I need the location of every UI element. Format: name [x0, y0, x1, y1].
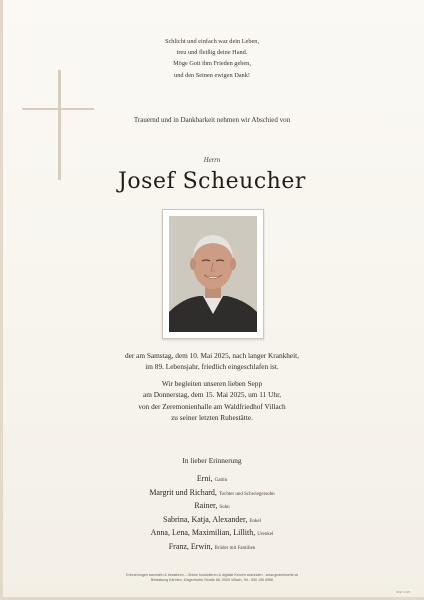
cross-horizontal-bar	[22, 108, 94, 110]
mourner-entry	[0, 500, 424, 514]
salutation: Herrn	[203, 157, 221, 164]
mourner-relation: Enkel	[249, 518, 261, 524]
memory-title: In lieber Erinnerung	[182, 456, 242, 465]
reference-code: 8197-V-25	[396, 590, 410, 594]
mourner-names: Sabrina, Katja, Alexander,	[163, 514, 248, 524]
funeral-notice-line: Wir begleiten unseren lieben Sepp	[161, 379, 263, 388]
mourner-entry	[0, 527, 424, 541]
mourner-names: Anna, Lena, Maximilian, Lillith,	[150, 528, 256, 538]
verse-line: Schlicht und einfach war dein Leben,	[164, 38, 260, 45]
funeral-notice-line: zu seiner letzten Ruhestätte.	[171, 412, 253, 422]
mourner-names: Franz, Erwin,	[168, 541, 213, 551]
deceased-name: Josef Scheucher	[118, 169, 306, 194]
intro-text: Trauernd und in Dankbarkeit nehmen wir Abschied von	[133, 116, 291, 124]
death-notice	[0, 350, 424, 373]
mourner-entry	[0, 514, 424, 528]
verse-line: treu und fleißig deine Hand.	[176, 49, 248, 57]
portrait-frame	[162, 209, 264, 339]
portrait-photo	[169, 216, 257, 332]
mourners-list	[0, 473, 424, 555]
death-notice-line: im 89. Lebensjahr, friedlich eingeschlafen ist.	[145, 362, 279, 372]
mourner-relation: Sohn	[219, 505, 230, 511]
mourner-names: Rainer,	[194, 501, 218, 511]
mourner-entry	[0, 541, 424, 555]
verse	[0, 36, 424, 81]
mourner-relation: Tochter und Schwiegersohn	[218, 491, 275, 497]
death-notice-line: der am Samstag, dem 10. Mai 2025, nach langer Krankheit,	[124, 351, 300, 360]
mourner-relation: Gattin	[214, 478, 228, 483]
footer	[0, 573, 424, 583]
mourner-names: Margrit und Richard,	[149, 487, 217, 497]
verse-line: Möge Gott ihm Frieden geben,	[173, 60, 251, 68]
mourner-entry	[0, 487, 424, 501]
footer-line: Bestattung Kärnten, Klagenfurter Straße 86, 9500 Villach, Tel.: 050 196 6986	[150, 578, 274, 583]
verse-line: und den Seinen ewigen Dank!	[174, 71, 250, 79]
funeral-notice-line: von der Zeremonienhalle am Waldfriedhof Villach	[138, 401, 286, 411]
portrait-illustration	[169, 216, 257, 332]
mourner-entry	[0, 473, 424, 487]
funeral-notice-line: am Donnerstag, dem 15. Mai 2025, um 11 Uhr,	[142, 390, 282, 400]
funeral-notice	[0, 378, 424, 423]
mourner-names: Erni,	[196, 474, 213, 483]
mourner-relation: Brüder mit Familien	[214, 545, 256, 551]
mourner-relation: Urenkel	[257, 532, 274, 538]
footer-line: Erinnerungen sammeln & bewahren – Online kondolieren & digitale Kerzen anzünden - www.gedenkseite.at	[126, 573, 298, 577]
